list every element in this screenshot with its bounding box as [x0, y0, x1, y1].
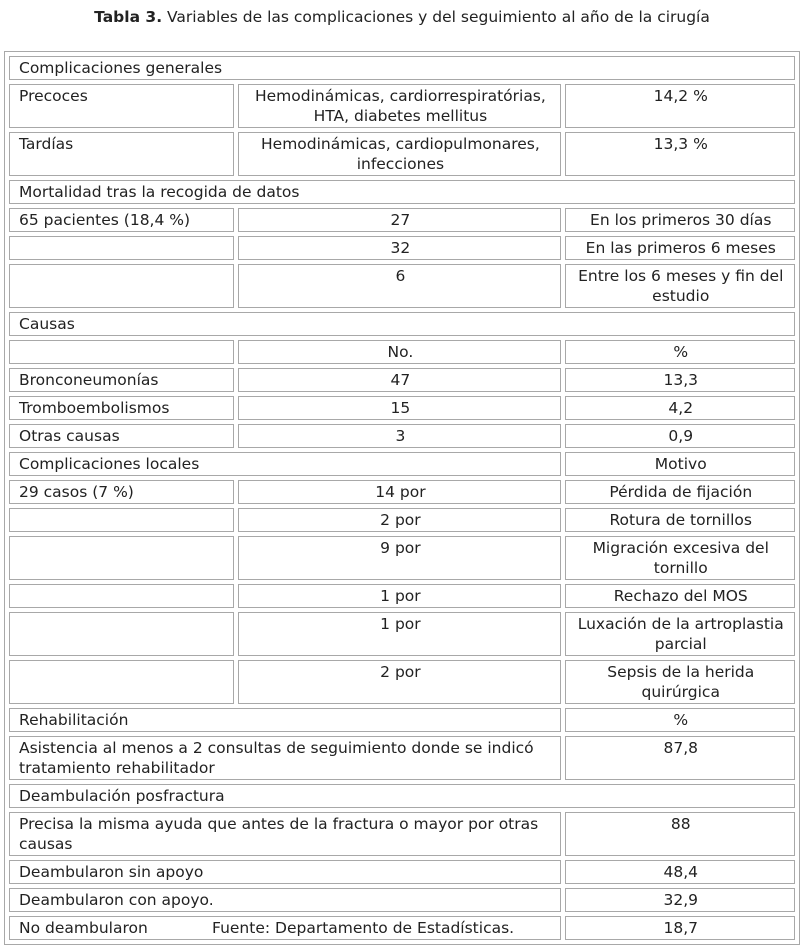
table-row [9, 536, 795, 580]
table-cell: % [565, 340, 795, 364]
table-cell: Deambularon sin apoyo [9, 860, 561, 884]
table-cell: 65 pacientes (18,4 %) [9, 208, 234, 232]
table-cell: 1 por [238, 584, 561, 608]
table-cell: 9 por [238, 536, 561, 580]
table-source: Fuente: Departamento de Estadísticas. [212, 919, 515, 937]
table-row [9, 888, 795, 912]
table-row [9, 340, 795, 364]
table-cell: 2 por [238, 508, 561, 532]
table-cell: Asistencia al menos a 2 consultas de seguimiento donde se indicó tratamiento rehabilitador [9, 736, 561, 780]
table-cell [9, 536, 234, 580]
table-row [9, 812, 795, 856]
table-cell: Otras causas [9, 424, 234, 448]
table-cell: 2 por [238, 660, 561, 704]
table-cell: Deambulación posfractura [9, 784, 795, 808]
table-cell: 1 por [238, 612, 561, 656]
data-table-frame [4, 51, 800, 945]
table-cell: No deambularon [9, 916, 561, 940]
table-cell: 87,8 [565, 736, 795, 780]
table-cell: Complicaciones generales [9, 56, 795, 80]
table-cell: Rechazo del MOS [565, 584, 795, 608]
table-cell: 18,7 [565, 916, 795, 940]
table-cell: 88 [565, 812, 795, 856]
data-table [5, 52, 799, 944]
table-cell [9, 612, 234, 656]
table-cell: Rehabilitación [9, 708, 561, 732]
table-cell: 32 [238, 236, 561, 260]
table-row [9, 660, 795, 704]
table-cell: Complicaciones locales [9, 452, 561, 476]
table-row [9, 784, 795, 808]
table-cell: Entre los 6 meses y fin del estudio [565, 264, 795, 308]
table-cell: 14,2 % [565, 84, 795, 128]
table-cell: Sepsis de la herida quirúrgica [565, 660, 795, 704]
table-caption [0, 8, 804, 26]
table-cell [9, 236, 234, 260]
table-cell: Precisa la misma ayuda que antes de la fractura o mayor por otras causas [9, 812, 561, 856]
table-cell: 29 casos (7 %) [9, 480, 234, 504]
table-cell: Luxación de la artroplastia parcial [565, 612, 795, 656]
table-cell [9, 584, 234, 608]
table-row [9, 56, 795, 80]
table-cell: Hemodinámicas, cardiopulmonares, infecciones [238, 132, 561, 176]
table-cell: 15 [238, 396, 561, 420]
table-cell [9, 340, 234, 364]
table-row [9, 236, 795, 260]
table-row [9, 180, 795, 204]
table-cell: Rotura de tornillos [565, 508, 795, 532]
table-row [9, 480, 795, 504]
table-row [9, 736, 795, 780]
table-row [9, 508, 795, 532]
table-cell: Causas [9, 312, 795, 336]
table-row [9, 708, 795, 732]
table-cell: 47 [238, 368, 561, 392]
table-row [9, 860, 795, 884]
table-cell: No. [238, 340, 561, 364]
table-row [9, 424, 795, 448]
table-cell: 27 [238, 208, 561, 232]
table-row [9, 264, 795, 308]
table-row [9, 584, 795, 608]
table-cell: En las primeros 6 meses [565, 236, 795, 260]
table-row [9, 312, 795, 336]
table-cell: Tromboembolismos [9, 396, 234, 420]
table-cell: 32,9 [565, 888, 795, 912]
table-body [9, 56, 795, 940]
caption-text: Variables de las complicaciones y del seguimiento al año de la cirugía [162, 8, 710, 26]
table-row [9, 132, 795, 176]
table-cell [9, 508, 234, 532]
table-cell: Bronconeumonías [9, 368, 234, 392]
table-cell: 3 [238, 424, 561, 448]
caption-label: Tabla 3. [94, 8, 163, 26]
table-row [9, 208, 795, 232]
table-cell: 0,9 [565, 424, 795, 448]
table-cell: Precoces [9, 84, 234, 128]
table-row [9, 452, 795, 476]
table-cell: % [565, 708, 795, 732]
table-cell [9, 264, 234, 308]
table-cell: Migración excesiva del tornillo [565, 536, 795, 580]
table-cell: Mortalidad tras la recogida de datos [9, 180, 795, 204]
table-cell: Hemodinámicas, cardiorrespiratórias, HTA, diabetes mellitus [238, 84, 561, 128]
table-row [9, 396, 795, 420]
table-cell: 14 por [238, 480, 561, 504]
table-row [9, 84, 795, 128]
table-cell: Pérdida de fijación [565, 480, 795, 504]
table-cell: Motivo [565, 452, 795, 476]
table-cell: 4,2 [565, 396, 795, 420]
table-cell: En los primeros 30 días [565, 208, 795, 232]
table-cell: 13,3 [565, 368, 795, 392]
table-row [9, 368, 795, 392]
table-row [9, 612, 795, 656]
table-cell [9, 660, 234, 704]
table-cell: 13,3 % [565, 132, 795, 176]
table-cell: Tardías [9, 132, 234, 176]
table-cell: 48,4 [565, 860, 795, 884]
table-cell: 6 [238, 264, 561, 308]
table-cell: Deambularon con apoyo. [9, 888, 561, 912]
